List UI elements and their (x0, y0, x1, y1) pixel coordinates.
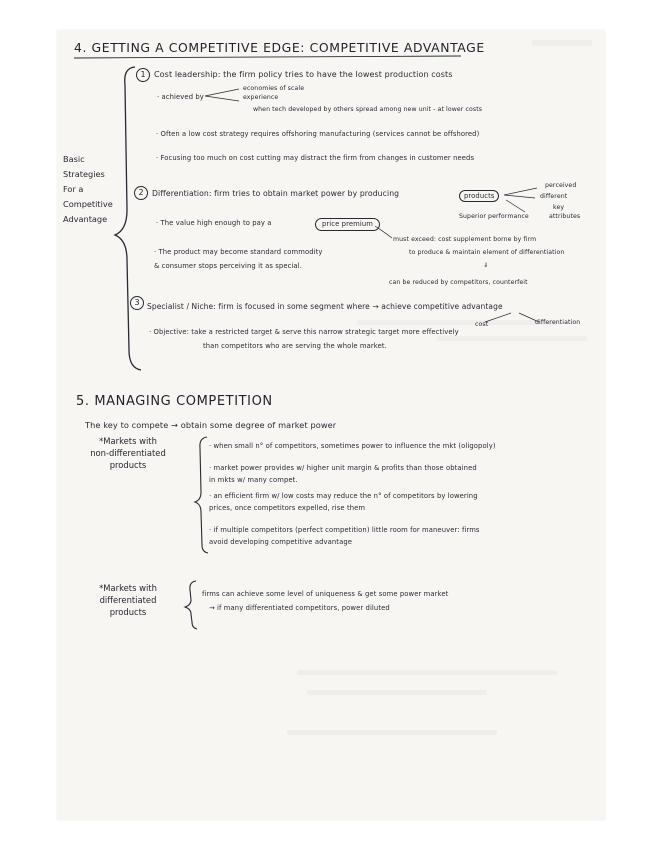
down-arrow: ⇓ (483, 262, 489, 269)
side-label-line: Basic (63, 154, 85, 164)
side-label-line: Competitive (63, 199, 113, 209)
group-label-line: *Markets with (99, 583, 157, 593)
group-1-bullet: · an efficient firm w/ low costs may reduce the n° of competitors by lowering (209, 492, 478, 500)
differentiation-heading: Differentiation: firm tries to obtain market power by producing (152, 189, 400, 198)
tech-spread-note: when tech developed by others spread among new unit - at lower costs (253, 106, 483, 113)
side-label-line: For a (63, 184, 84, 194)
consumer-stops-line: & consumer stops perceiving it as special. (154, 262, 302, 270)
item-number-3: 3 (130, 296, 144, 310)
objective-line-2: than competitors who are serving the whole market. (203, 342, 387, 350)
group-1-bullet: avoid developing competitive advantage (209, 538, 353, 546)
economies-of-scale: economies of scale (243, 85, 305, 92)
key-label: key (553, 204, 565, 211)
group-1-bullet: prices, once competitors expelled, rise them (209, 504, 366, 512)
cost-leadership-heading: Cost leadership: the firm policy tries to have the lowest production costs (154, 70, 453, 79)
standard-commodity-line: · The product may become standard commodity (154, 248, 323, 256)
group-2-bullet: firms can achieve some level of uniqueness & get some power market (202, 590, 449, 598)
section-4-title: 4. GETTING A COMPETITIVE EDGE: COMPETITIVE ADVANTAGE (74, 40, 485, 55)
group-1-bullet: in mkts w/ many compet. (209, 476, 298, 484)
perceived-label: perceived (545, 182, 577, 189)
value-high-enough-line: · The value high enough to pay a (156, 219, 272, 227)
group-label-line: non-differentiated (90, 448, 166, 458)
section-5-title: 5. MANAGING COMPETITION (76, 394, 273, 409)
group-2-bullet: → if many differentiated competitors, power diluted (209, 604, 390, 612)
group-1-bullet: · if multiple competitors (perfect competition) little room for maneuver: firms (209, 526, 480, 534)
cost-label: cost (475, 321, 489, 328)
group-label-line: products (109, 607, 147, 617)
item-number-1: 1 (136, 68, 150, 82)
group-2-brace (57, 30, 605, 820)
maintain-differentiation-note: to produce & maintain element of differentiation (409, 249, 565, 256)
experience: experience (243, 94, 279, 101)
side-label-line: Advantage (63, 214, 108, 224)
must-exceed-note: must exceed: cost supplement borne by firm (393, 236, 537, 243)
attributes-label: attributes (549, 213, 581, 220)
objective-line-1: · Objective: take a restricted target & serve this narrow strategic target more effectively (149, 328, 459, 336)
achieved-by-label: · achieved by (157, 93, 204, 101)
notebook-page (57, 30, 605, 820)
cost-cutting-note: · Focusing too much on cost cutting may distract the firm from changes in customer needs (156, 154, 475, 162)
offshoring-note: · Often a low cost strategy requires offshoring manufacturing (services cannot be offshored) (156, 130, 480, 138)
different-label: different (540, 193, 568, 200)
superior-performance-label: Superior performance (459, 213, 529, 220)
counterfeit-note: can be reduced by competitors, counterfeit (389, 279, 528, 286)
group-label-line: products (109, 460, 147, 470)
group-label-line: differentiated (99, 595, 157, 605)
price-premium-circled: price premium (315, 218, 380, 231)
group-1-bullet: · when small n° of competitors, sometimes power to influence the mkt (oligopoly) (209, 442, 496, 450)
key-to-compete-line: The key to compete → obtain some degree of market power (85, 420, 337, 430)
item-number-2: 2 (134, 186, 148, 200)
differentiation-label: differentiation (535, 319, 581, 326)
side-label-line: Strategies (63, 169, 105, 179)
group-1-bullet: · market power provides w/ higher unit margin & profits than those obtained (209, 464, 477, 472)
group-label-line: *Markets with (99, 436, 157, 446)
products-circled: products (459, 190, 499, 202)
specialist-niche-heading: Specialist / Niche: firm is focused in some segment where → achieve competitive advantage (147, 302, 503, 311)
